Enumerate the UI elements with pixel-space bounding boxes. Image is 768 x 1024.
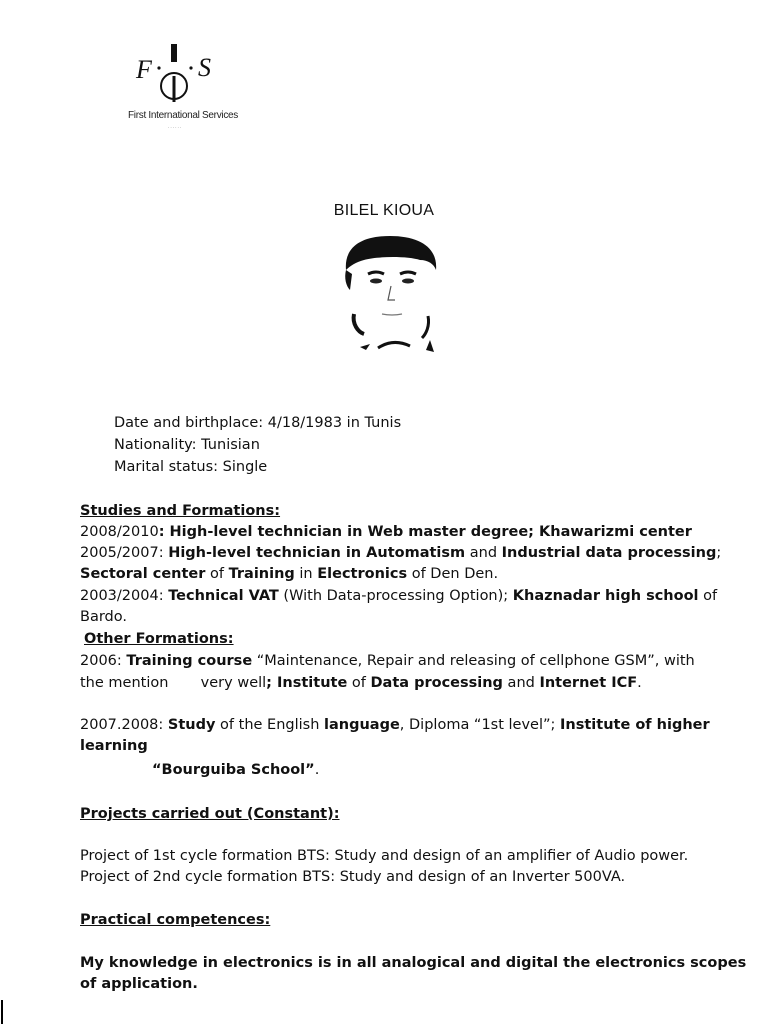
projects-heading: Projects carried out (Constant): <box>80 806 340 822</box>
project-1: Project of 1st cycle formation BTS: Study and design of an amplifier of Audio power. <box>80 848 689 864</box>
logo-letter-i <box>171 44 177 62</box>
studies-l1-degree: : High-level technician in Web master degree; Khawarizmi center <box>158 524 692 540</box>
studies-l3-center: Sectoral center <box>80 566 206 582</box>
studies-l2-degree-1: High-level technician in Automatism <box>168 545 466 561</box>
studies-l3-training: Training <box>228 566 295 582</box>
other-l2-text-3: . <box>637 675 642 691</box>
studies-l3-text-2: in <box>294 566 318 582</box>
studies-l2-text-1: and <box>465 545 502 561</box>
nationality-info: Nationality: Tunisian <box>114 437 260 453</box>
other-l3-language: language <box>324 717 400 733</box>
studies-l1-years: 2008/2010 <box>80 524 159 540</box>
other-line-4: learning <box>80 738 148 754</box>
studies-l2-years: 2005/2007: <box>80 545 169 561</box>
candidate-name: BILEL KIOUA <box>333 202 435 219</box>
other-line-3 <box>80 715 710 736</box>
other-l2-institute: ; Institute <box>266 675 348 691</box>
studies-line-3 <box>80 564 498 585</box>
other-l2-text-2: and <box>502 675 540 691</box>
studies-line-1 <box>80 522 692 543</box>
studies-line-2 <box>80 543 721 564</box>
competences-heading: Practical competences: <box>80 912 271 928</box>
other-l2-internet: Internet ICF <box>539 675 638 691</box>
studies-l2-degree-2: Industrial data processing <box>501 545 717 561</box>
studies-l4-degree: Technical VAT <box>168 588 279 604</box>
studies-l4-years: 2003/2004: <box>80 588 169 604</box>
studies-l3-text-3: of Den Den. <box>407 566 499 582</box>
candidate-photo <box>338 230 448 355</box>
logo-letter-f: F <box>136 55 152 84</box>
project-2: Project of 2nd cycle formation BTS: Study and design of an Inverter 500VA. <box>80 869 626 885</box>
studies-l4-school: Khaznadar high school <box>512 588 699 604</box>
other-l1-course: Training course <box>126 653 253 669</box>
studies-l3-text-1: of <box>205 566 229 582</box>
fis-logo-mark <box>118 40 248 110</box>
logo-caption: First International Services <box>128 110 238 121</box>
studies-l4-text-1: (With Data-processing Option); <box>278 588 513 604</box>
other-l1-text: “Maintenance, Repair and releasing of cellphone GSM”, with <box>252 653 695 669</box>
studies-line-5: Bardo. <box>80 609 127 625</box>
other-line-2 <box>80 673 642 694</box>
company-logo <box>118 40 248 140</box>
other-line-1 <box>80 651 695 672</box>
competences-line-1: My knowledge in electronics is in all analogical and digital the electronics scopes <box>80 955 747 971</box>
other-l3-years: 2007.2008: <box>80 717 168 733</box>
marital-info: Marital status: Single <box>114 459 268 475</box>
other-l2-data-processing: Data processing <box>370 675 503 691</box>
other-l3-text-1: of the English <box>215 717 325 733</box>
other-l2-text-1: of <box>347 675 371 691</box>
other-l2-mention: the mention very well <box>80 675 267 691</box>
other-l3-text-2: , Diploma “1st level”; <box>399 717 561 733</box>
other-formations-heading: Other Formations: <box>84 631 234 647</box>
studies-l4-text-2: of <box>698 588 718 604</box>
studies-l3-electronics: Electronics <box>317 566 408 582</box>
logo-subcaption: ...... <box>168 124 183 130</box>
other-l1-year: 2006: <box>80 653 127 669</box>
logo-dot-right <box>189 66 192 69</box>
scan-margin-mark <box>1 1000 3 1024</box>
other-line-5 <box>152 760 319 781</box>
other-l3-study: Study <box>167 717 216 733</box>
other-l3-institute: Institute of higher <box>560 717 710 733</box>
competences-line-2: of application. <box>80 976 198 992</box>
other-l5-text: . <box>314 762 320 778</box>
other-l5-school: “Bourguiba School” <box>152 762 315 778</box>
studies-line-4 <box>80 586 717 607</box>
logo-dot-left <box>157 66 160 69</box>
birth-info: Date and birthplace: 4/18/1983 in Tunis <box>114 415 402 431</box>
logo-letter-s: S <box>198 53 211 82</box>
studies-heading: Studies and Formations: <box>80 503 281 519</box>
studies-l2-text-2: ; <box>716 545 722 561</box>
